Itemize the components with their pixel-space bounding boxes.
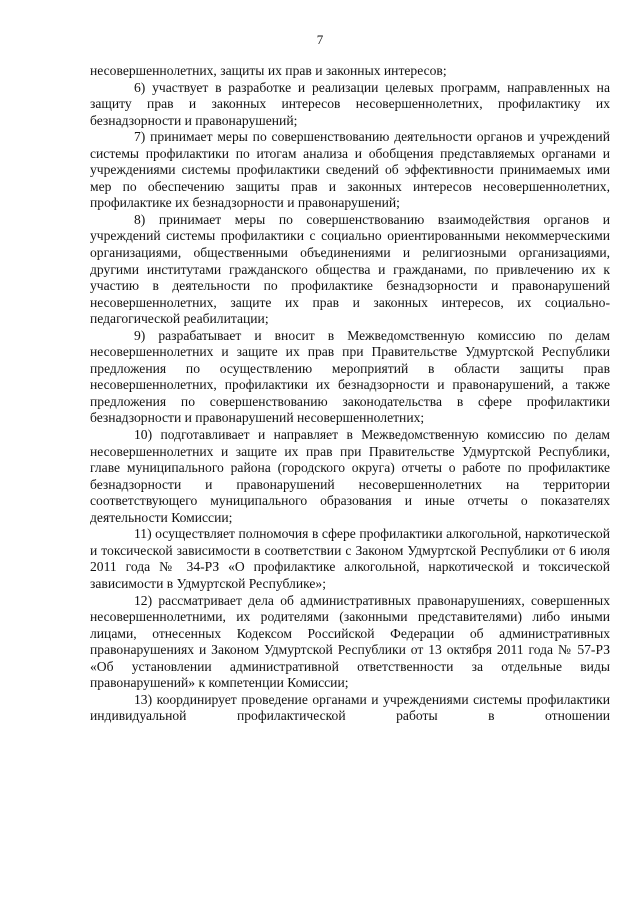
paragraph-continuation: несовершеннолетних, защиты их прав и законных интересов;	[90, 63, 447, 78]
page-number: 7	[316, 32, 324, 47]
paragraph-item-6: 6) участвует в разработке и реализации целевых программ, направленных на защиту прав и законных интересов несовершеннолетних, профилактику их безнадзорности и правонарушений;	[90, 79, 610, 128]
paragraph-item-10: 10) подготавливает и направляет в Межведомственную комиссию по делам несовершеннолетних и защите их прав при Правительстве Удмуртской Республики, главе муниципального района (городского округа) отчеты о работе по профилактике безнадзорности и правонарушений несовершеннолетних на территории соответствующего муниципального образования и иные отчеты о показателях деятельности Комиссии;	[90, 427, 610, 525]
paragraph-item-8: 8) принимает меры по совершенствованию взаимодействия органов и учреждений системы профилактики с социально ориентированными некоммерческими организациями, общественными объединениями и религиозными организациями, другими институтами гражданского общества и гражданами, по привлечению их к участию в деятельности по профилактике безнадзорности и правонарушений несовершеннолетних, защите их прав и законных интересов, их социально-педагогической реабилитации;	[90, 211, 610, 327]
paragraph-item-7: 7) принимает меры по совершенствованию деятельности органов и учреждений системы профилактики по итогам анализа и обобщения представляемых органами и учреждениями системы профилактики сведений об эффективности принимаемых ими мер по обеспечению защиты прав и законных интересов несовершеннолетних, профилактике их безнадзорности и правонарушений;	[90, 129, 610, 211]
paragraph-item-9: 9) разрабатывает и вносит в Межведомственную комиссию по делам несовершеннолетних и защите их прав при Правительстве Удмуртской Республики предложения по осуществлению мероприятий в области защиты прав несовершеннолетних, профилактики их безнадзорности и правонарушений, а также предложения по совершенствованию законодательства в сфере профилактики безнадзорности и правонарушений несовершеннолетних;	[90, 327, 610, 426]
paragraph-item-11: 11) осуществляет полномочия в сфере профилактики алкогольной, наркотической и токсической зависимости в соответствии с Законом Удмуртской Республики от 6 июля 2011 года № 34-РЗ «О профилактике алкогольной, наркотической и токсической зависимости в Удмуртской Республике»;	[90, 526, 610, 591]
paragraph-item-13: 13) координирует проведение органами и учреждениями системы профилактики индивидуальной профилактической работы в отношении	[90, 691, 610, 724]
paragraph-item-12: 12) рассматривает дела об административных правонарушениях, совершенных несовершеннолетними, их родителями (законными представителями) либо иными лицами, отнесенных Кодексом Российской Федерации об административных правонарушениях и Законом Удмуртской Республики от 13 октября 2011 года № 57-РЗ «Об установлении административной ответственности за отдельные виды правонарушений» к компетенции Комиссии;	[90, 592, 610, 691]
document-body	[90, 63, 610, 725]
